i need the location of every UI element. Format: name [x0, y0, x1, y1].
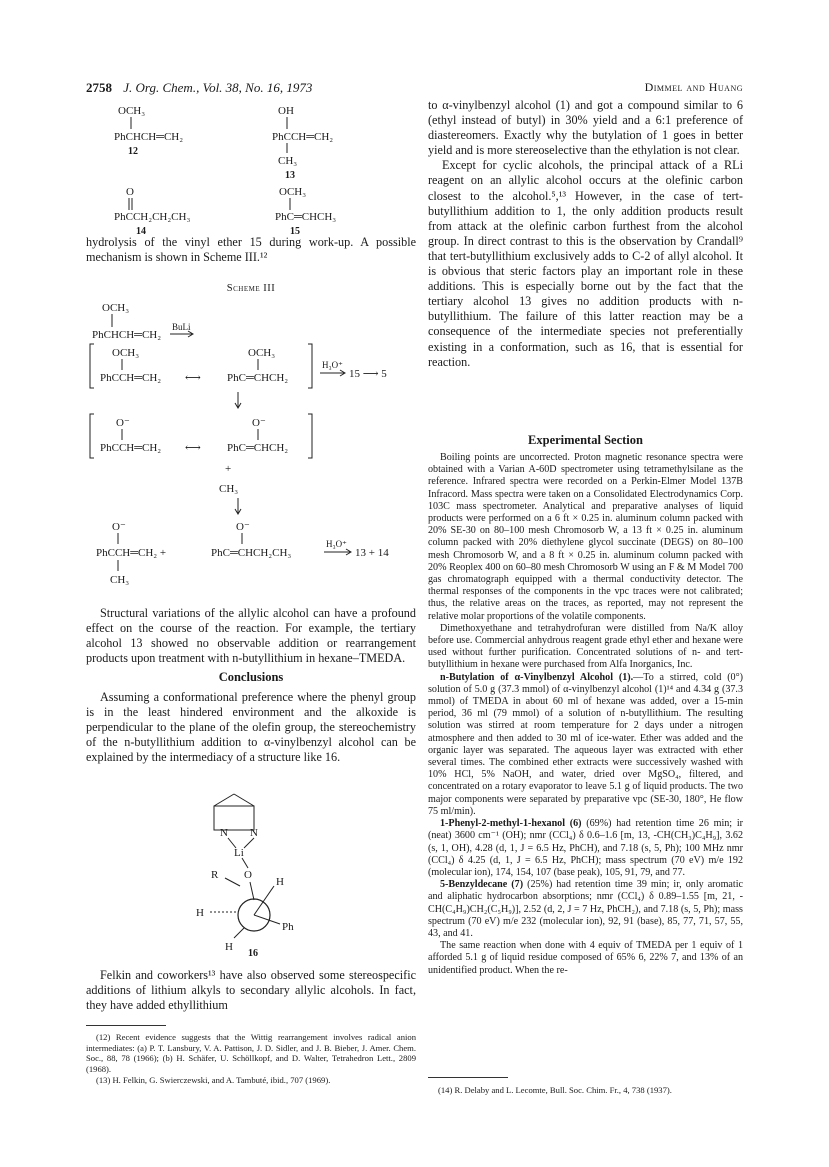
s16-r-group: R: [211, 869, 219, 881]
s13-substituent: OH: [278, 105, 294, 117]
experimental-paragraph-compound-7: 5-Benzyldecane (7) (25%) had retention time 39 min; ir, only aromatic and aliphatic hydrocarbon absorptions; nmr (CCl₄) δ 0.89–1.55 [m, 21, -CH(C₄H₉)CH₂(C₅H₉)], 2.52 (d, 2, J = 7 Hz, PhCH₂), and 7.18 (s, 5, Ph); mass spectrum (70 eV) m/e 232 (molecular ion), 92, 91 (base), 85, 77, 71, 57, 55, 43, and 41.: [428, 879, 743, 939]
butylation-title: n-Butylation of α-Vinylbenzyl Alcohol (1).: [440, 671, 634, 683]
scheme-r2-formula-a: PhCCH═CH₂: [100, 372, 162, 384]
journal-citation: J. Org. Chem., Vol. 38, No. 16, 1973: [123, 80, 313, 95]
s14-formula: PhCCH₂CH₂CH₃: [114, 211, 191, 223]
s12-substituent: OCH₃: [118, 105, 146, 117]
scheme-r3-resonance-arrow: ⟷: [185, 442, 201, 454]
scheme-r3-substituent-a: O⁻: [116, 417, 130, 429]
scheme-r4-reagent: H₃O⁺: [326, 539, 347, 549]
scheme-iii-diagram: [86, 296, 416, 606]
s13-label: 13: [285, 170, 295, 181]
s14-label: 14: [136, 226, 146, 237]
paragraph-structural-variations: Structural variations of the allylic alcohol can have a profound effect on the course of the reaction. For example, the tertiary alcohol 13 showed no observable addition or rearrangement products upon treatment with n-butyllithium in hexane–TMEDA.: [86, 606, 416, 666]
s16-n2: N: [250, 827, 258, 839]
s16-label: 16: [248, 948, 258, 959]
right-column-text: [428, 98, 743, 370]
s16-lithium: Li: [234, 847, 244, 859]
experimental-paragraph-compound-6: 1-Phenyl-2-methyl-1-hexanol (6) (69%) had retention time 26 min; ir (neat) 3600 cm⁻¹ (OH); nmr (CCl₄) δ 0.6–1.6 [m, 13, -CH(CH₃)C₄H₉], 3.62 (s, 1, OH), 4.28 (d, 1, J = 6.5 Hz, PhCH), and 7.18 (s, 5, Ph); 100 MHz nmr (CCl₄) δ 4.25 (d, 1, J = 6.5 Hz, PhCH); mass spectrum (70 eV) m/e 192 (molecular ion), 174, 154, 107 (base peak), 105, 91, 79, and 77.: [428, 818, 743, 878]
scheme-r4-methyl: CH₃: [110, 574, 130, 586]
s15-formula: PhC═CHCH₃: [275, 211, 337, 223]
scheme-r4-substituent-a: O⁻: [112, 521, 126, 533]
scheme-plus: +: [225, 463, 232, 475]
scheme-r1-formula: PhCHCH═CH₂: [92, 329, 162, 341]
paragraph-felkin: Felkin and coworkers¹³ have also observed some stereospecific additions of lithium alkyls to secondary allylic alcohols. In fact, they have added ethyllithium: [86, 968, 416, 1013]
paragraph-conclusions: Assuming a conformational preference where the phenyl group is in the least hindered environment and the alkoxide is perpendicular to the plane of the olefin group, the stereochemistry of the n-butyllithium addition to α-vinylbenzyl alcohol can be explained by the intermediacy of a structure like 16.: [86, 690, 416, 765]
scheme-r1-reagent: BuLi: [172, 322, 191, 332]
footnote-13: (13) H. Felkin, G. Swierczewski, and A. Tambuté, ibid., 707 (1969).: [96, 1074, 331, 1085]
s16-oxygen: O: [244, 869, 252, 881]
experimental-paragraph-butylation: n-Butylation of α-Vinylbenzyl Alcohol (1).—To a stirred, cold (0°) solution of 5.0 g (37.3 mmol) of α-vinylbenzyl alcohol (1)¹⁴ and 4.34 g (37.3 mmol) of TMEDA in about 60 ml of hexane was added, over a 15-min period, 36 ml (79 mmol) of a solution of n-butyllithium. The resulting solution was stirred at room temperature for 2 days under a nitrogen atmosphere and then added to 30 ml of ice-water. Ether was added and the organic layer was separated. The aqueous layer was extracted with ether several times. The combined ether extracts were successively washed with 10% HCl, 5% NaOH, and water, dried over MgSO₄, filtered, and concentrated on a rotary evaporator to leave 5.1 g of liquid products. The two major components were separated by preparative vpc (SE-30, 180°, He flow 75 ml/min).: [428, 671, 743, 817]
footnote-rule-left: [86, 1025, 166, 1026]
s16-h-upper-right: H: [276, 876, 284, 888]
footnote-14: (14) R. Delaby and L. Lecomte, Bull. Soc. Chim. Fr., 4, 738 (1937).: [438, 1085, 672, 1095]
scheme-r1-substituent: OCH₃: [102, 302, 130, 314]
s13-formula: PhCCH═CH₂: [272, 131, 334, 143]
running-header: [86, 80, 312, 96]
scheme-r2-product: 15 ⟶ 5: [349, 368, 387, 380]
scheme-r2-substituent-b: OCH₃: [248, 347, 276, 359]
paragraph-hydrolysis: hydrolysis of the vinyl ether 15 during work-up. A possible mechanism is shown in Scheme III.¹²: [86, 235, 416, 265]
footnotes-left: [86, 1032, 416, 1086]
s15-substituent: OCH₃: [279, 186, 307, 198]
scheme-r2-substituent-a: OCH₃: [112, 347, 140, 359]
structure-16-newman: [170, 790, 330, 960]
s16-h-left: H: [196, 907, 204, 919]
paragraph-intro: to α-vinylbenzyl alcohol (1) and got a compound similar to 6 (ethyl instead of butyl) in 30% yield and a 6:1 preference of diastereomers. Exactly why the butylation of 1 goes in better yield and is more stereoselective than the ethylation is not clear.: [428, 98, 743, 158]
experimental-paragraph-solvents: Dimethoxyethane and tetrahydrofuran were distilled from Na/K alloy before use. Commercial anhydrous reagent grade ethyl ether and hexane were used without further purification. Concentrated solutions of n- and tert-butyllithium in hexane were purchased from Alfa Inorganics, Inc.: [428, 622, 743, 671]
scheme-r3-formula-b: PhC═CHCH₂: [227, 442, 289, 454]
footnote-12: (12) Recent evidence suggests that the Wittig rearrangement involves radical anion intermediates: (a) P. T. Lansbury, V. A. Pattison, J. D. Sidler, and J. B. Bieber, J. Amer. Chem. Soc., 88, 78 (1966); (b) H. Schäfer, U. Schöllkopf, and D. Walter, Tetrahedron Lett., 2809 (1968).: [86, 1032, 416, 1075]
scheme-title: Scheme III: [226, 283, 276, 294]
footnotes-right: [428, 1085, 743, 1096]
page-number: 2758: [86, 80, 112, 95]
compound-6-title: 1-Phenyl-2-methyl-1-hexanol (6): [440, 818, 582, 830]
scheme-r2-resonance-arrow: ⟷: [185, 372, 201, 384]
compound-7-title: 5-Benzyldecane (7): [440, 879, 524, 891]
scheme-r4-formula-a: PhCCH═CH₂ +: [96, 547, 167, 559]
scheme-r4-substituent-b: O⁻: [236, 521, 250, 533]
conclusions-heading: Conclusions: [218, 670, 284, 684]
scheme-r3-substituent-b: O⁻: [252, 417, 266, 429]
running-author: Dimmel and Huang: [644, 80, 743, 94]
s12-label: 12: [128, 146, 138, 157]
footnote-rule-right: [428, 1077, 508, 1078]
s13-methyl: CH₃: [278, 155, 298, 167]
s16-n1: N: [220, 827, 228, 839]
experimental-paragraph-instruments: Boiling points are uncorrected. Proton magnetic resonance spectra were obtained with a Varian A-60D spectrometer using tetramethylsilane as the reference. Infrared spectra were recorded on a Perkin-Elmer Model 137B Infracord. Mass spectra were taken on a Consolidated Electrodynamics Corp. 103C mass spectrometer. Analytical and preparative analyses of liquid products were performed on a 6 ft × 0.25 in. aluminum column packed with 20% SE-30 on 80–100 mesh Chromosorb W, a 13 ft × 0.25 in. aluminum column packed with 20% diethylene glycol succinate (DEGS) on 80–100 mesh Chromosorb W, and a 8 ft × 0.25 in. aluminum column packed with 20% Reoplex 400 on 60–80 mesh Chromosorb W using an F & M Model 700 gas chromatograph equipped with a thermal conductivity detector. The thermal responses of the components in the vpc traces were not calibrated; thus, the relative areas on the traces, as reported, may not represent the relative molar proportions of the volatile components.: [428, 452, 743, 622]
scheme-r4-formula-b: PhC═CHCH₂CH₃: [211, 547, 292, 559]
experimental-heading: Experimental Section: [528, 433, 643, 447]
scheme-r3-formula-a: PhCCH═CH₂: [100, 442, 162, 454]
scheme-methylating-agent: CH₃: [219, 483, 239, 495]
s14-oxygen: O: [126, 186, 134, 198]
s16-phenyl: Ph: [282, 921, 294, 933]
s15-label: 15: [290, 226, 300, 237]
paragraph-except: Except for cyclic alcohols, the principal attack of a RLi reagent on an allylic alcohol occurs at the olefinic carbon closest to the alcohol.⁵,¹³ However, in the case of tert-butyllithium addition to 1, the only addition products result from attack at the olefinic carbon furthest from the alcohol group. In direct contrast to this is the observation by Crandall⁹ that tert-butyllithium exclusively adds to C-2 of allyl alcohol. It is obvious that steric factors play an important role in these additions. This is especially borne out by the fact that the tertiary alcohol 13 gives no addition products with n-butyllithium. The failure of this latter reaction may be a consequence of the intermediate species not preferentially existing in a conformation, such as 16, that is essential for reaction.: [428, 158, 743, 369]
scheme-r2-reagent: H₃O⁺: [322, 360, 343, 370]
scheme-r4-product: 13 + 14: [355, 547, 389, 559]
scheme-r2-formula-b: PhC═CHCH₂: [227, 372, 289, 384]
s16-h-bottom: H: [225, 941, 233, 953]
s12-formula: PhCHCH═CH₂: [114, 131, 184, 143]
experimental-section: [428, 452, 743, 977]
experimental-paragraph-tmeda: The same reaction when done with 4 equiv of TMEDA per 1 equiv of 1 afforded 5.1 g of liquid residue composed of 65% 6, 22% 7, and 13% of an unidentified product. When the re-: [428, 940, 743, 976]
